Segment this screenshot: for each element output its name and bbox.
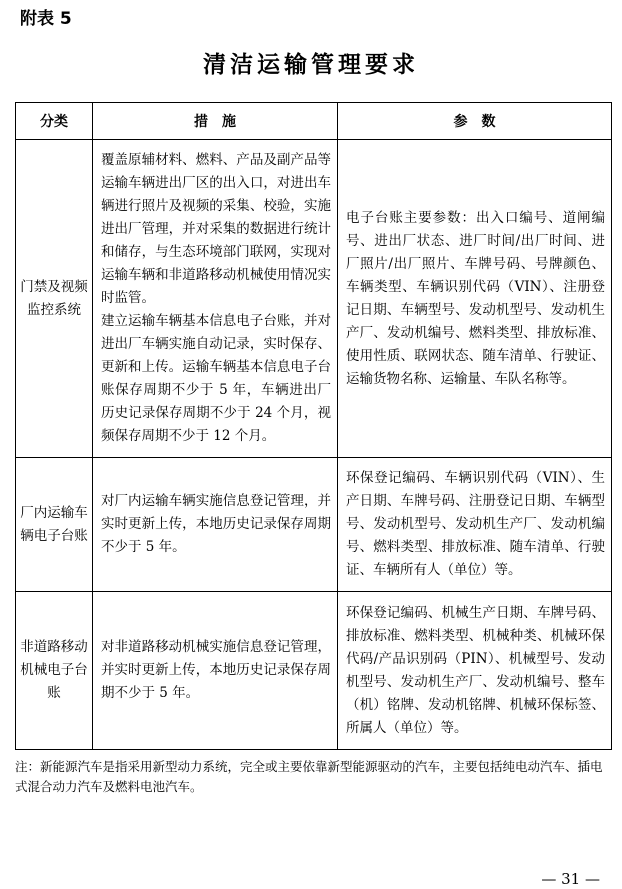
measure-paragraph: 对厂内运输车辆实施信息登记管理，并实时更新上传，本地历史记录保存周期不少于 5 年。 <box>101 493 331 555</box>
table-row <box>16 592 612 750</box>
parameters-cell: 电子台账主要参数：出入口编号、道闸编号、进出厂状态、进厂时间/出厂时间、进厂照片/出厂照片、车牌号码、号牌颜色、车辆类型、车辆识别代码（VIN）、注册登记日期、车辆型号、发动机型号、发动机生产厂、发动机编号、燃料类型、排放标准、使用性质、联网状态、随车清单、行驶证、运输货物名称、运输量、车队名称等。 <box>338 140 612 458</box>
measures-cell <box>93 592 338 750</box>
page-number: — 31 — <box>541 870 600 888</box>
requirements-table <box>15 102 612 750</box>
header-category: 分类 <box>16 103 93 140</box>
parameters-cell: 环保登记编码、车辆识别代码（VIN）、生产日期、车牌号码、注册登记日期、车辆型号、发动机型号、发动机生产厂、发动机编号、燃料类型、排放标准、随车清单、行驶证、车辆所有人（单位）等。 <box>338 458 612 592</box>
measures-cell <box>93 458 338 592</box>
measure-paragraph: 覆盖原辅材料、燃料、产品及副产品等运输车辆进出厂区的出入口，对进出车辆进行照片及视频的采集、校验，实施进出厂管理，并对采集的数据进行统计和储存，与生态环境部门联网，实现对运输车辆和非道路移动机械使用情况实时监管。 <box>101 152 331 306</box>
appendix-label: 附表 5 <box>20 9 72 29</box>
page-title: 清洁运输管理要求 <box>203 52 419 78</box>
category-cell: 厂内运输车辆电子台账 <box>16 458 93 592</box>
category-cell: 门禁及视频监控系统 <box>16 140 93 458</box>
measures-cell <box>93 140 338 458</box>
category-cell: 非道路移动机械电子台账 <box>16 592 93 750</box>
table-row <box>16 458 612 592</box>
table-row <box>16 140 612 458</box>
measure-paragraph: 对非道路移动机械实施信息登记管理，并实时更新上传，本地历史记录保存周期不少于 5 年。 <box>101 639 331 701</box>
table-header-row <box>16 103 612 140</box>
footnote: 注：新能源汽车是指采用新型动力系统，完全或主要依靠新型能源驱动的汽车，主要包括纯电动汽车、插电式混合动力汽车及燃料电池汽车。 <box>15 759 603 794</box>
parameters-cell: 环保登记编码、机械生产日期、车牌号码、排放标准、燃料类型、机械种类、机械环保代码/产品识别码（PIN）、机械型号、发动机型号、发动机生产厂、发动机编号、整车（机）铭牌、发动机铭牌、机械环保标签、所属人（单位）等。 <box>338 592 612 750</box>
header-parameters: 参 数 <box>338 103 612 140</box>
header-measures: 措 施 <box>93 103 338 140</box>
measure-paragraph: 建立运输车辆基本信息电子台账，并对进出厂车辆实施自动记录，实时保存、更新和上传。运输车辆基本信息电子台账保存周期不少于 5 年，车辆进出厂历史记录保存周期不少于 24 个月，视频保存周期不少于 12 个月。 <box>101 313 331 444</box>
